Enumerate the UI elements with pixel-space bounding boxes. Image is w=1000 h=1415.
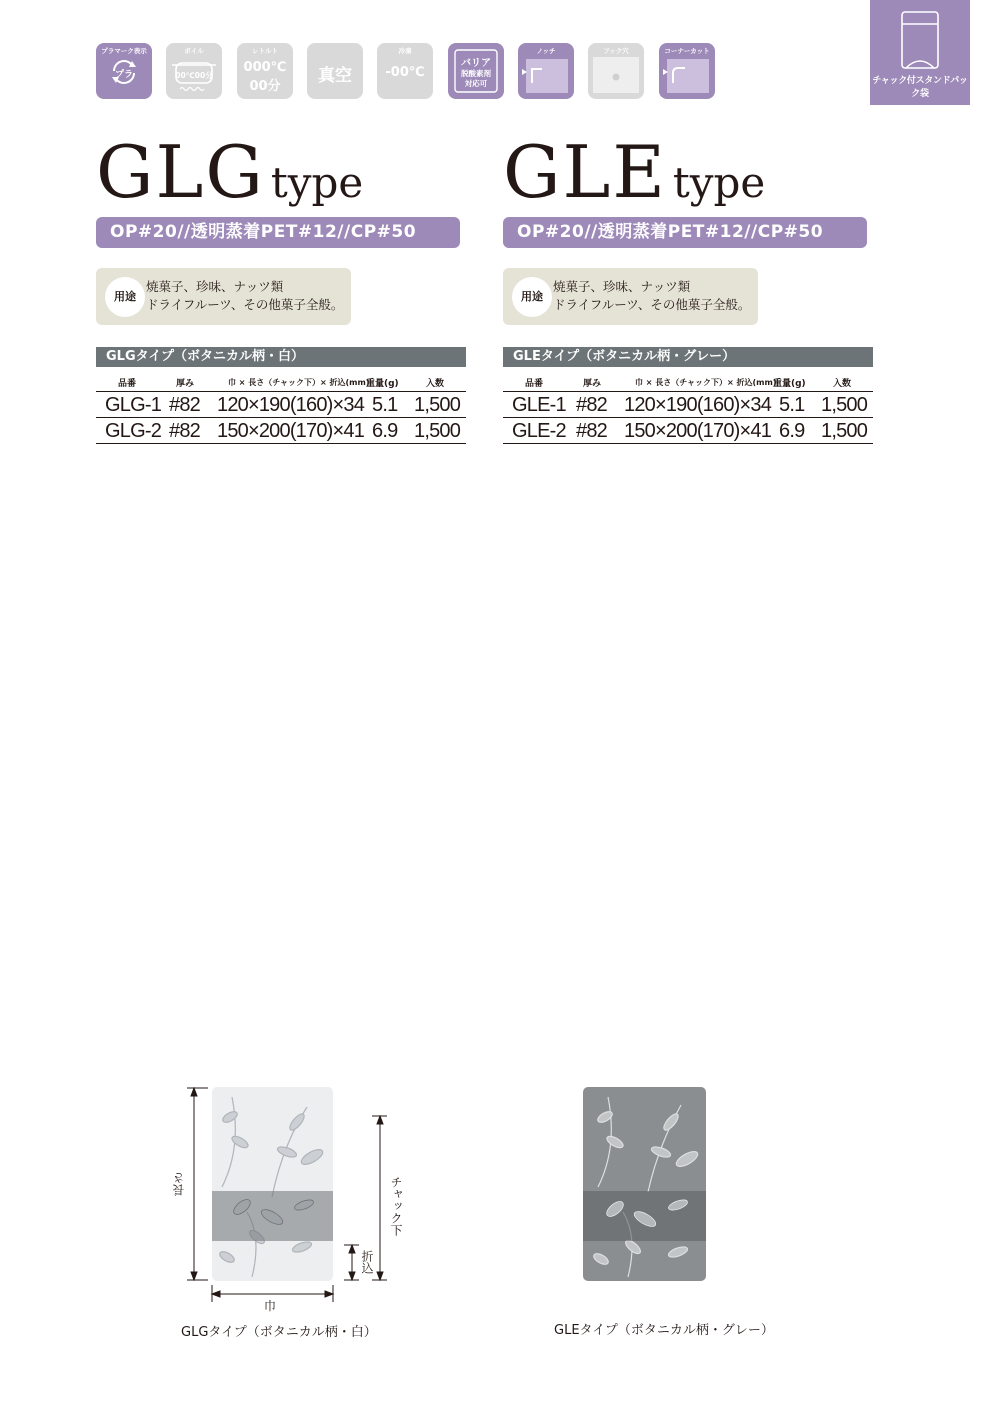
table-row: GLE-1 #82 120×190(160)×34 5.1 1,500 bbox=[503, 392, 873, 418]
use-box bbox=[503, 268, 758, 325]
table-title: GLGタイプ（ボタニカル柄・白） bbox=[96, 347, 466, 367]
stand-pouch-icon bbox=[898, 10, 942, 72]
notch-icon: ノッチ bbox=[518, 43, 574, 99]
bag-illustration-gray bbox=[583, 1087, 706, 1281]
caption-glg: GLGタイプ（ボタニカル柄・白） bbox=[181, 1325, 377, 1340]
use-text: 焼菓子、珍味、ナッツ類 ドライフルーツ、その他菓子全般。 bbox=[553, 279, 751, 312]
hook-hole-icon: フック穴 bbox=[588, 43, 644, 99]
use-text: 焼菓子、珍味、ナッツ類 ドライフルーツ、その他菓子全般。 bbox=[146, 279, 344, 312]
boil-pot-icon: ボイル 00℃00分 bbox=[166, 43, 222, 99]
category-tab bbox=[870, 0, 970, 105]
under-zipper-label: チャック下 bbox=[389, 1176, 403, 1236]
gusset-label: 折込 bbox=[360, 1250, 374, 1274]
category-label: チャック付スタンドパック袋 bbox=[872, 76, 968, 99]
spec-table bbox=[503, 370, 873, 444]
use-badge: 用途 bbox=[512, 277, 552, 317]
length-label: 長さ bbox=[172, 1172, 186, 1196]
retort-icon: レトルト 000℃ 00分 bbox=[237, 43, 293, 99]
material-spec: OP#20//透明蒸着PET#12//CP#50 bbox=[503, 217, 867, 248]
width-label: 巾 bbox=[264, 1299, 277, 1313]
material-spec: OP#20//透明蒸着PET#12//CP#50 bbox=[96, 217, 460, 248]
recycle-pla-icon: プラマーク表示 プラ bbox=[96, 43, 152, 99]
dimension-arrows bbox=[182, 1080, 402, 1310]
freeze-icon: 冷凍 -00℃ bbox=[377, 43, 433, 99]
product-title: GLG type bbox=[96, 130, 364, 214]
spec-table bbox=[96, 370, 466, 444]
vacuum-icon: 真空 bbox=[307, 43, 363, 99]
table-row: GLG-1 #82 120×190(160)×34 5.1 1,500 bbox=[96, 392, 466, 418]
table-header-row: 品番 厚み 巾 × 長さ（チャック下）× 折込(mm) 重量(g) 入数 bbox=[503, 370, 873, 392]
table-title: GLEタイプ（ボタニカル柄・グレー） bbox=[503, 347, 873, 367]
barrier-icon: バリア 脱酸素剤 対応可 bbox=[448, 43, 504, 99]
product-title: GLE type bbox=[503, 130, 766, 214]
use-box bbox=[96, 268, 351, 325]
table-row: GLG-2 #82 150×200(170)×41 6.9 1,500 bbox=[96, 418, 466, 444]
table-row: GLE-2 #82 150×200(170)×41 6.9 1,500 bbox=[503, 418, 873, 444]
table-header-row: 品番 厚み 巾 × 長さ（チャック下）× 折込(mm) 重量(g) 入数 bbox=[96, 370, 466, 392]
corner-cut-icon: コーナーカット bbox=[659, 43, 715, 99]
caption-gle: GLEタイプ（ボタニカル柄・グレー） bbox=[554, 1323, 774, 1338]
use-badge: 用途 bbox=[105, 277, 145, 317]
